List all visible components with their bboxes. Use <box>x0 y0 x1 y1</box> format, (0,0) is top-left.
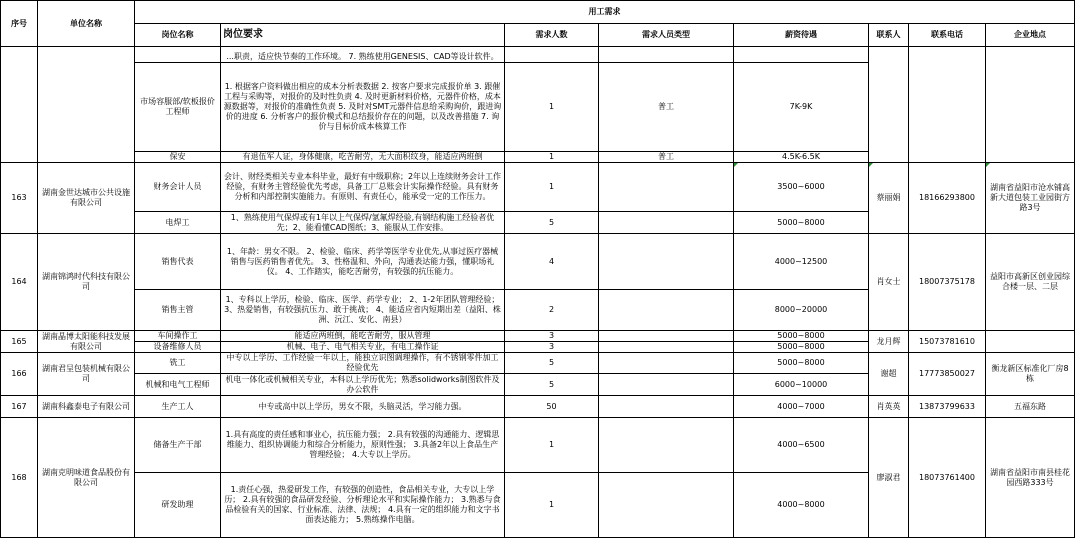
company-name <box>38 47 135 163</box>
position-count: 1 <box>505 63 599 152</box>
contact-phone: 13873799633 <box>909 396 986 418</box>
position-count: 3 <box>505 331 599 342</box>
company-address <box>986 47 1075 163</box>
contact-phone <box>909 47 986 163</box>
position-type <box>599 331 734 342</box>
header-address: 企业地点 <box>986 24 1075 47</box>
row-seq: 167 <box>1 396 38 418</box>
position-count: 50 <box>505 396 599 418</box>
contact-person: 蔡丽娟 <box>869 163 909 234</box>
contact-person: 肖女士 <box>869 234 909 331</box>
company-name: 湖南锦鸿时代科技有限公司 <box>38 234 135 331</box>
position-type <box>599 342 734 353</box>
position-salary: 4000~7000 <box>734 396 869 418</box>
row-seq: 163 <box>1 163 38 234</box>
contact-phone: 18007375178 <box>909 234 986 331</box>
company-name: 湖南科鑫泰电子有限公司 <box>38 396 135 418</box>
position-count: 4 <box>505 234 599 290</box>
position-requirements: 1. 根据客户资料做出相应的成本分析表数据 2. 按客户要求完成报价单 3. 跟催工程与采购等，对报价的及时性负责 4. 及时更新材料价格，元器件价格，成本源数据等，对报价的准确性负责 5. 及时对SMT元器件信息给采购询价，跟进询价的进度 6. 分析客户的报价模式和总结报价存在的问题，以及改善措施 7. 询价与目标价成本核算工作 <box>221 63 505 152</box>
company-address: 湖南省益阳市南县桂花园西路333号 <box>986 418 1075 538</box>
position-salary: 5000~8000 <box>734 342 869 353</box>
contact-person: 廖淑君 <box>869 418 909 538</box>
header-count: 需求人数 <box>505 24 599 47</box>
position-requirements: 能适应两班倒，能吃苦耐劳，服从管理 <box>221 331 505 342</box>
contact-phone: 15073781610 <box>909 331 986 353</box>
position-count: 1 <box>505 152 599 163</box>
company-address: 五福东路 <box>986 396 1075 418</box>
position-requirements: 1、年龄：男女不限。 2、检验、临床、药学等医学专业优先,从事过医疗器械销售与医药销售者优先。 3、性格温和、外向，沟通表达能力强，懂职场礼仪。 4、工作踏实，能吃苦耐劳，有较强的抗压能力。 <box>221 234 505 290</box>
position-salary: 4000~8000 <box>734 473 869 538</box>
position-type <box>599 212 734 234</box>
position-name: 研发助理 <box>135 473 221 538</box>
table-row <box>1 234 1075 290</box>
contact-person <box>869 47 909 163</box>
company-address: 益阳市高新区创业园综合楼一层、二层 <box>986 234 1075 331</box>
position-salary: 4.5K-6.5K <box>734 152 869 163</box>
position-requirements: 会计、财经类相关专业本科毕业，最好有中级职称；2年以上连续财务会计工作经验，有财务主管经验优先考虑，具备工厂总账会计实际操作经验。具有财务分析和内部控制实施能力。有原则、有责任心，能承受一定的工作压力。 <box>221 163 505 212</box>
company-address: 衡龙新区标准化厂房8栋 <box>986 353 1075 396</box>
position-count: 5 <box>505 353 599 374</box>
position-count: 3 <box>505 342 599 353</box>
position-name: 销售主管 <box>135 290 221 331</box>
position-type <box>599 163 734 212</box>
position-salary: 5000~8000 <box>734 212 869 234</box>
position-salary <box>734 47 869 63</box>
position-count <box>505 47 599 63</box>
position-salary: 3500~6000 <box>734 163 869 212</box>
position-type <box>599 374 734 396</box>
position-count: 2 <box>505 290 599 331</box>
position-type <box>599 353 734 374</box>
position-name: 铣工 <box>135 353 221 374</box>
contact-person: 龙月辉 <box>869 331 909 353</box>
table-row <box>1 353 1075 374</box>
position-salary: 4000~12500 <box>734 234 869 290</box>
position-name: 储备生产干部 <box>135 418 221 473</box>
position-salary: 5000~8000 <box>734 331 869 342</box>
company-name: 湖南晶博太阳能科技发展有限公司 <box>38 331 135 353</box>
position-requirements: 1、专科以上学历，检验、临床、医学、药学专业； 2、1-2年团队管理经验； 3、热爱销售，有较强抗压力、敢于挑战； 4、能适应省内短期出差（益阳、株洲、沅江、安化、南县） <box>221 290 505 331</box>
position-requirements: ...职责，适应快节奏的工作环境。 7. 熟练使用GENESIS、CAD等设计软件。 <box>221 47 505 63</box>
position-count: 1 <box>505 418 599 473</box>
position-type: 普工 <box>599 63 734 152</box>
position-name: 电焊工 <box>135 212 221 234</box>
position-salary: 4000~6500 <box>734 418 869 473</box>
position-requirements: 机电一体化或机械相关专业，本科以上学历优先；熟悉solidworks制图软件及办公软件 <box>221 374 505 396</box>
position-type <box>599 396 734 418</box>
position-count: 5 <box>505 374 599 396</box>
position-salary: 7K-9K <box>734 63 869 152</box>
position-salary: 8000~20000 <box>734 290 869 331</box>
company-name: 湖南克明味道食品股份有限公司 <box>38 418 135 538</box>
row-seq: 168 <box>1 418 38 538</box>
position-name: 保安 <box>135 152 221 163</box>
position-type: 普工 <box>599 152 734 163</box>
position-type <box>599 418 734 473</box>
table-row <box>1 331 1075 342</box>
company-name: 湖南君呈包装机械有限公司 <box>38 353 135 396</box>
row-seq: 165 <box>1 331 38 353</box>
position-requirements: 1.具有高度的责任感和事业心，抗压能力强； 2.具有较强的沟通能力、逻辑思维能力、组织协调能力和综合分析能力，原则性强； 3.具备2年以上食品生产管理经验； 4.大专以上学历。 <box>221 418 505 473</box>
company-address <box>986 331 1075 353</box>
position-requirements: 中专以上学历、工作经验一年以上，能独立识图调理操作，有不锈钢零件加工经验优先 <box>221 353 505 374</box>
row-seq: 166 <box>1 353 38 396</box>
contact-phone: 18166293800 <box>909 163 986 234</box>
contact-person: 肖英英 <box>869 396 909 418</box>
header-phone: 联系电话 <box>909 24 986 47</box>
position-name: 市场容服部/软板报价工程师 <box>135 63 221 152</box>
header-unit: 单位名称 <box>38 1 135 47</box>
company-name: 湖南金世达城市公共设施有限公司 <box>38 163 135 234</box>
header-position: 岗位名称 <box>135 24 221 47</box>
contact-person: 谢超 <box>869 353 909 396</box>
position-name: 财务会计人员 <box>135 163 221 212</box>
company-address: 湖南省益阳市沧水铺高新大道包装工业园街方路3号 <box>986 163 1075 234</box>
table-row <box>1 47 1075 63</box>
header-employment: 用工需求 <box>135 1 1075 24</box>
position-name: 生产工人 <box>135 396 221 418</box>
table-row <box>1 396 1075 418</box>
header-contact: 联系人 <box>869 24 909 47</box>
position-requirements: 中专或高中以上学历，男女不限，头脑灵活，学习能力强。 <box>221 396 505 418</box>
header-seq: 序号 <box>1 1 38 47</box>
position-name <box>135 47 221 63</box>
position-type <box>599 234 734 290</box>
header-salary: 薪资待遇 <box>734 24 869 47</box>
table-row <box>1 163 1075 212</box>
position-requirements: 有退伍军人证，身体健康，吃苦耐劳，无大面积纹身，能适应两班倒 <box>221 152 505 163</box>
position-count: 1 <box>505 473 599 538</box>
position-requirements: 1、熟练使用气保焊或有1年以上气保焊/氩氟焊经验,有钢结构施工经验者优先；2、能看懂CAD图纸；3、能服从工作安排。 <box>221 212 505 234</box>
header-requirements: 岗位要求 <box>221 24 505 47</box>
position-salary: 6000~10000 <box>734 374 869 396</box>
position-count: 5 <box>505 212 599 234</box>
position-name: 设备维修人员 <box>135 342 221 353</box>
header-type: 需求人员类型 <box>599 24 734 47</box>
position-type <box>599 290 734 331</box>
position-name: 销售代表 <box>135 234 221 290</box>
position-requirements: 1.责任心强，热爱研发工作，有较强的创造性，食品相关专业，大专以上学历； 2.具有较强的食品研发经验、分析理论水平和实际操作能力； 3.熟悉与食品检验有关的国家、行业标准、法律、法规； 4.具有一定的组织能力和文字书面表达能力； 5.熟练操作电脑。 <box>221 473 505 538</box>
contact-phone: 17773850027 <box>909 353 986 396</box>
contact-phone: 18073761400 <box>909 418 986 538</box>
row-seq <box>1 47 38 163</box>
position-salary: 5000~8000 <box>734 353 869 374</box>
row-seq: 164 <box>1 234 38 331</box>
position-type <box>599 473 734 538</box>
position-name: 车间操作工 <box>135 331 221 342</box>
position-count: 1 <box>505 163 599 212</box>
position-requirements: 机械、电子、电气相关专业，有电工操作证 <box>221 342 505 353</box>
position-name: 机械和电气工程师 <box>135 374 221 396</box>
table-row <box>1 418 1075 473</box>
position-type <box>599 47 734 63</box>
